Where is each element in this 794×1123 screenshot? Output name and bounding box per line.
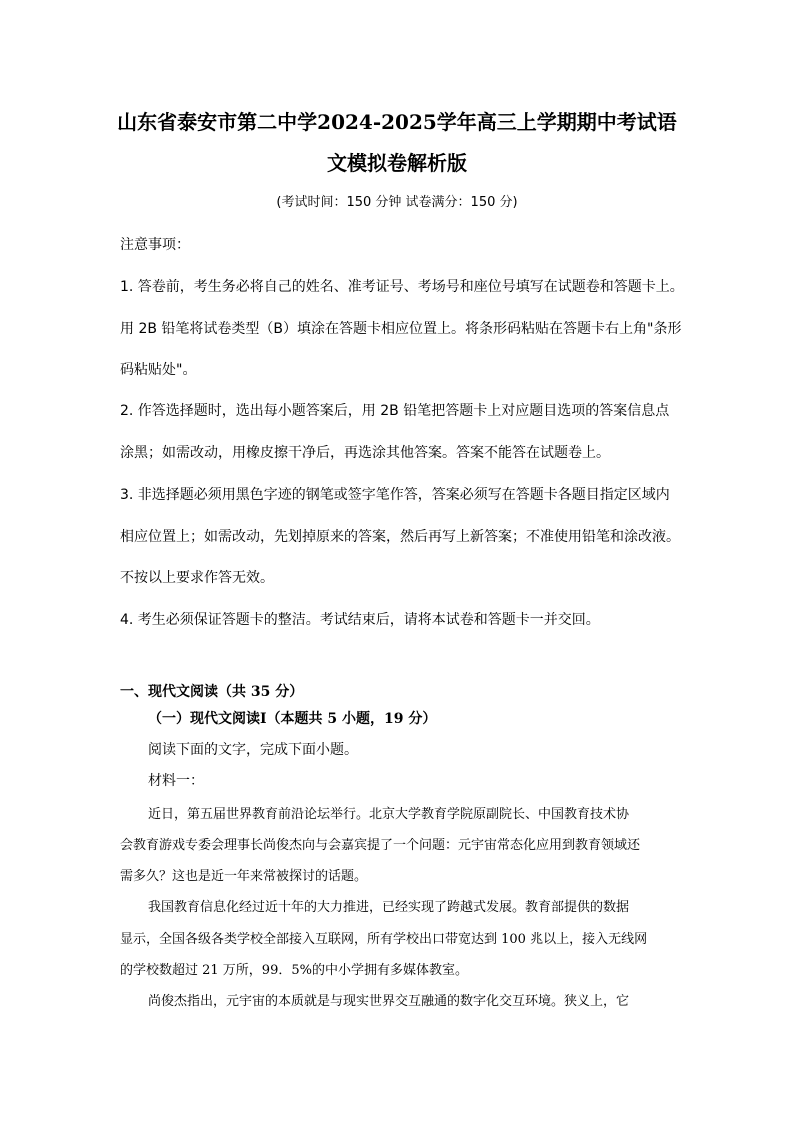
note-line: 用 2B 铅笔将试卷类型（B）填涂在答题卡相应位置上。将条形码粘贴在答题卡右上角"条形 [120, 321, 682, 337]
exam-info: (考试时间：150 分钟 试卷满分：150 分) [276, 195, 518, 210]
passage-line: 近日，第五届世界教育前沿论坛举行。北京大学教育学院原副院长、中国教育技术协 [148, 807, 630, 822]
section-heading: 一、现代文阅读（共 35 分） [120, 684, 304, 700]
document-title-line-2: 文模拟卷解析版 [327, 151, 467, 175]
material-label: 材料一： [148, 773, 204, 789]
note-line: 不按以上要求作答无效。 [120, 570, 274, 586]
reading-instruction: 阅读下面的文字，完成下面小题。 [148, 742, 358, 758]
document-title-line-1: 山东省泰安市第二中学2024-2025学年高三上学期期中考试语 [117, 110, 677, 134]
note-line: 4. 考生必须保证答题卡的整洁。考试结束后，请将本试卷和答题卡一并交回。 [120, 612, 600, 628]
note-line: 码粘贴处"。 [120, 362, 197, 378]
note-line: 2. 作答选择题时，选出每小题答案后，用 2B 铅笔把答题卡上对应题目选项的答案信息点 [120, 403, 670, 419]
note-line: 相应位置上；如需改动，先划掉原来的答案，然后再写上新答案；不准使用铅笔和涂改液。 [120, 529, 680, 545]
note-line: 1. 答卷前，考生务必将自己的姓名、准考证号、考场号和座位号填写在试题卷和答题卡上。 [120, 279, 684, 295]
subsection-heading: （一）现代文阅读Ⅰ（本题共 5 小题，19 分） [148, 711, 437, 727]
passage-line: 尚俊杰指出，元宇宙的本质就是与现实世界交互融通的数字化交互环境。狭义上，它 [148, 994, 630, 1009]
note-line: 3. 非选择题必须用黑色字迹的钢笔或签字笔作答，答案必须写在答题卡各题目指定区域内 [120, 487, 670, 503]
notes-heading: 注意事项： [120, 237, 190, 253]
passage-line: 的学校数超过 21 万所，99．5%的中小学拥有多媒体教室。 [120, 963, 468, 978]
passage-line: 需多久？这也是近一年来常被探讨的话题。 [120, 869, 368, 884]
passage-line: 显示，全国各级各类学校全部接入互联网，所有学校出口带宽达到 100 兆以上，接入无线网 [120, 932, 648, 947]
passage-line: 会教育游戏专委会理事长尚俊杰向与会嘉宾提了一个问题：元宇宙常态化应用到教育领域还 [120, 838, 641, 853]
note-line: 涂黑；如需改动，用橡皮擦干净后，再选涂其他答案。答案不能答在试题卷上。 [120, 445, 610, 461]
passage-line: 我国教育信息化经过近十年的大力推进，已经实现了跨越式发展。教育部提供的数据 [148, 900, 630, 915]
